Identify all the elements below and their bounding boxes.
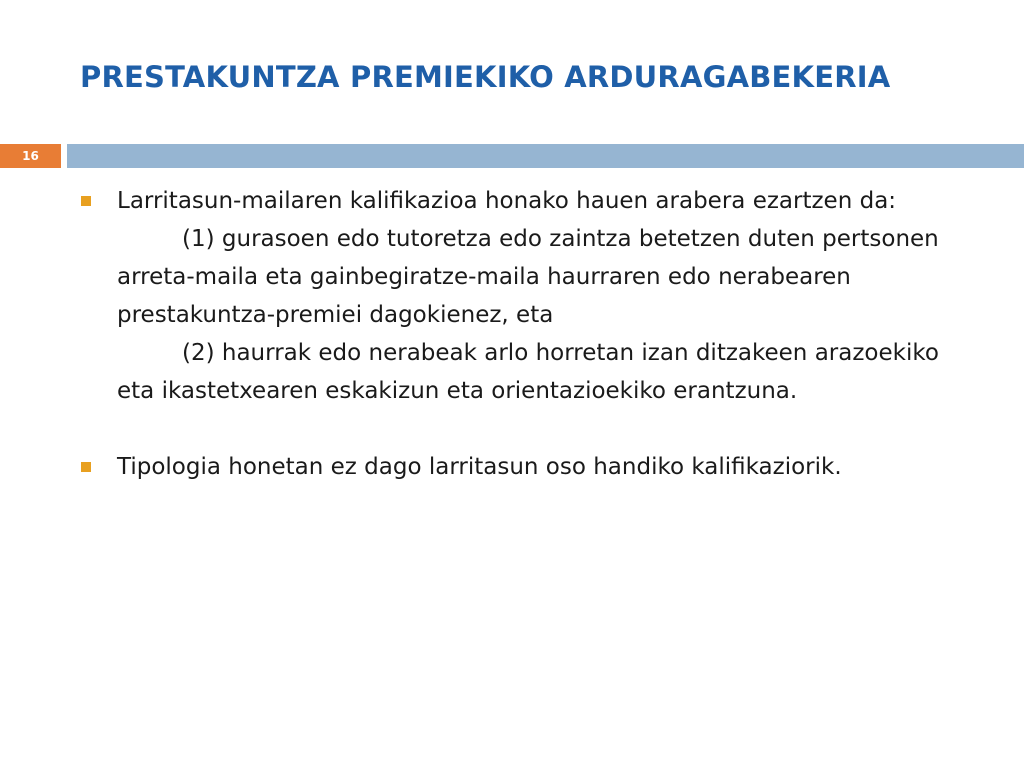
bullet-item: [79, 448, 959, 486]
bullet-text: Larritasun-mailaren kalifikazioa honako hauen arabera ezartzen da:: [117, 188, 897, 214]
slide-number-badge: 16: [0, 144, 61, 168]
slide-content: [79, 182, 959, 486]
sub-paragraph: (2) haurrak edo nerabeak arlo horretan izan ditzakeen arazoekiko eta ikastetxearen eskakizun eta orientazioekiko erantzuna.: [117, 340, 939, 404]
slide-title: PRESTAKUNTZA PREMIEKIKO ARDURAGABEKERIA: [80, 60, 891, 94]
bullet-item: [79, 182, 959, 410]
square-bullet-icon: [81, 196, 91, 206]
square-bullet-icon: [81, 462, 91, 472]
bullet-text: Tipologia honetan ez dago larritasun oso handiko kalifikaziorik.: [117, 454, 842, 480]
sub-paragraph: (1) gurasoen edo tutoretza edo zaintza betetzen duten pertsonen arreta-maila eta gainbegiratze-maila haurraren edo nerabearen prestakuntza-premiei dagokienez, eta: [117, 226, 939, 328]
header-bar: [67, 144, 1024, 168]
